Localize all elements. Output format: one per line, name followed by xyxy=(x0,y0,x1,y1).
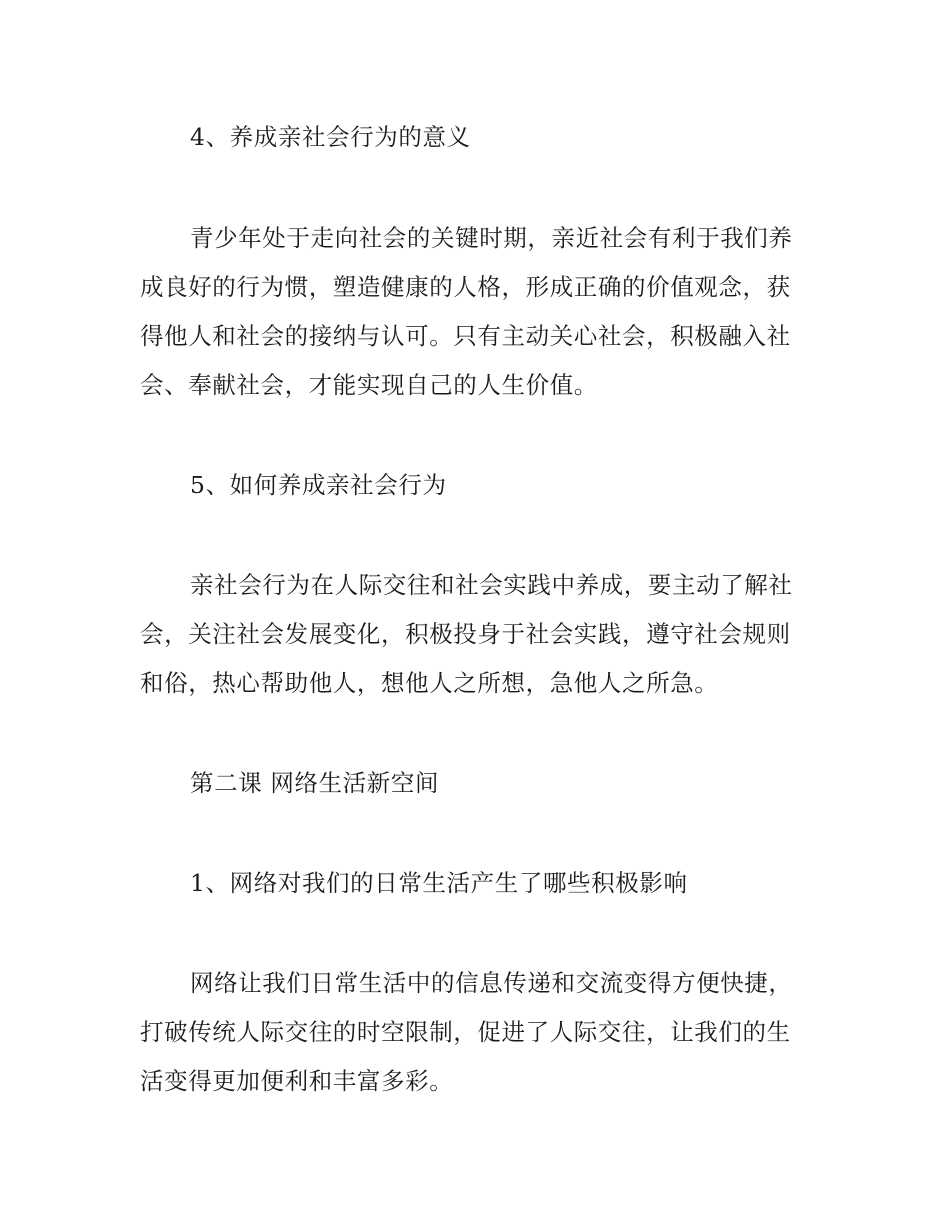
paragraph-line: 会、奉献社会，才能实现自己的人生价值。 xyxy=(140,371,598,399)
section-heading-5: 5、如何养成亲社会行为 xyxy=(190,471,447,499)
paragraph-line: 会，关注社会发展变化，积极投身于社会实践，遵守社会规则 xyxy=(140,620,791,648)
paragraph-line: 青少年处于走向社会的关键时期，亲近社会有利于我们养 xyxy=(190,224,793,252)
section-heading-1: 1、网络对我们的日常生活产生了哪些积极影响 xyxy=(190,869,688,897)
lesson-title: 第二课 网络生活新空间 xyxy=(190,769,440,797)
paragraph-line: 成良好的行为惯，塑造健康的人格，形成正确的价值观念，获 xyxy=(140,273,791,301)
paragraph-line: 亲社会行为在人际交往和社会实践中养成，要主动了解社 xyxy=(190,571,793,599)
section-heading-4: 4、养成亲社会行为的意义 xyxy=(190,123,471,151)
paragraph-line: 活变得更加便利和丰富多彩。 xyxy=(140,1067,454,1095)
paragraph-line: 网络让我们日常生活中的信息传递和交流变得方便快捷， xyxy=(190,969,793,997)
paragraph-line: 得他人和社会的接纳与认可。只有主动关心社会，积极融入社 xyxy=(140,322,791,350)
paragraph-line: 和俗，热心帮助他人，想他人之所想，急他人之所急。 xyxy=(140,669,719,697)
paragraph-line: 打破传统人际交往的时空限制，促进了人际交往，让我们的生 xyxy=(140,1018,791,1046)
